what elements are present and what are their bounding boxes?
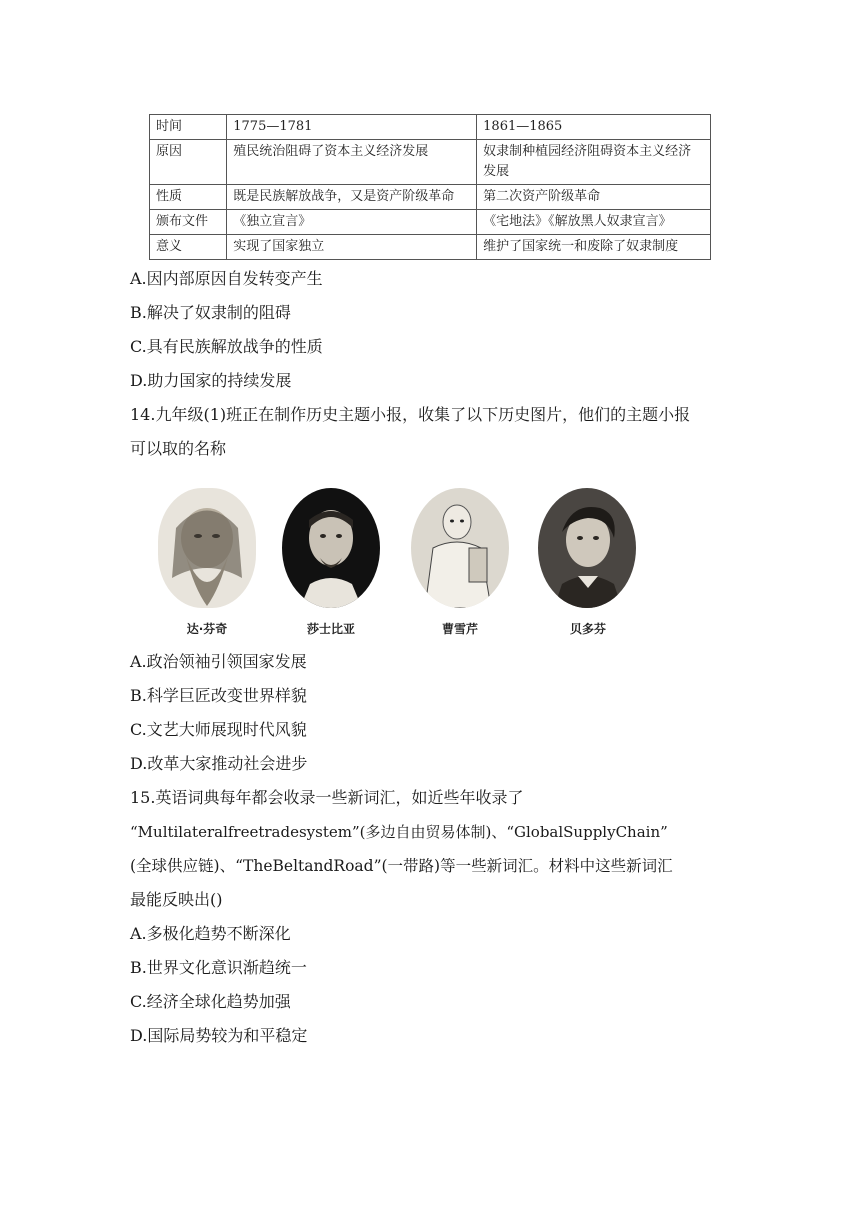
row-label-time: 时间	[150, 115, 227, 140]
cell-b-nature: 第二次资产阶级革命	[477, 185, 711, 210]
q15-option-a: A.多极化趋势不断深化	[130, 924, 291, 943]
portrait-da-vinci-icon	[158, 488, 256, 608]
cell-a-time: 1775—1781	[227, 115, 477, 140]
cell-b-cause: 奴隶制种植园经济阻碍资本主义经济发展	[477, 140, 711, 185]
row-label-cause: 原因	[150, 140, 227, 185]
q15-stem-line4: 最能反映出()	[130, 890, 223, 909]
cell-a-cause: 殖民统治阻碍了资本主义经济发展	[227, 140, 477, 185]
q14-stem-line2: 可以取的名称	[130, 439, 227, 458]
cell-b-significance: 维护了国家统一和废除了奴隶制度	[477, 235, 711, 260]
cell-b-documents: 《宅地法》《解放黑人奴隶宣言》	[477, 210, 711, 235]
q13-option-b: B.解决了奴隶制的阻碍	[130, 303, 291, 322]
portrait-beethoven-icon	[538, 488, 636, 608]
q13-option-a: A.因内部原因自发转变产生	[130, 269, 323, 288]
q15-option-d: D.国际局势较为和平稳定	[130, 1026, 308, 1045]
table-row	[150, 210, 711, 235]
cell-a-documents: 《独立宣言》	[227, 210, 477, 235]
q14-stem-line1: 14.九年级(1)班正在制作历史主题小报，收集了以下历史图片，他们的主题小报	[130, 405, 691, 424]
q15-option-b: B.世界文化意识渐趋统一	[130, 958, 307, 977]
table-row	[150, 115, 711, 140]
cell-a-significance: 实现了国家独立	[227, 235, 477, 260]
q15-stem-line2: “Multilateralfreetradesystem”(多边自由贸易体制)、“GlobalSupplyChain”	[130, 823, 668, 841]
cell-b-time: 1861—1865	[477, 115, 711, 140]
q14-option-a: A.政治领袖引领国家发展	[130, 652, 307, 671]
table-row	[150, 140, 711, 185]
row-label-nature: 性质	[150, 185, 227, 210]
table-row	[150, 185, 711, 210]
row-label-significance: 意义	[150, 235, 227, 260]
q15-stem-line1: 15.英语词典每年都会收录一些新词汇，如近些年收录了	[130, 788, 524, 807]
table-row	[150, 235, 711, 260]
caption-beethoven: 贝多芬	[569, 622, 606, 636]
portrait-cao-xueqin-icon	[411, 488, 509, 608]
caption-cao-xueqin: 曹雪芹	[441, 622, 478, 636]
q14-option-d: D.改革大家推动社会进步	[130, 754, 308, 773]
q13-option-d: D.助力国家的持续发展	[130, 371, 292, 390]
q15-option-c: C.经济全球化趋势加强	[130, 992, 291, 1011]
caption-shakespeare: 莎士比亚	[306, 622, 355, 636]
cell-a-nature: 既是民族解放战争，又是资产阶级革命	[227, 185, 477, 210]
row-label-documents: 颁布文件	[150, 210, 227, 235]
q14-option-c: C.文艺大师展现时代风貌	[130, 720, 307, 739]
q13-option-c: C.具有民族解放战争的性质	[130, 337, 323, 356]
caption-da-vinci: 达·芬奇	[186, 622, 228, 636]
q15-stem-line3: (全球供应链)、“TheBeltandRoad”(一带路)等一些新词汇。材料中这些新词汇	[130, 857, 673, 875]
comparison-table	[149, 114, 711, 260]
q14-option-b: B.科学巨匠改变世界样貌	[130, 686, 307, 705]
portrait-shakespeare-icon	[282, 488, 380, 608]
